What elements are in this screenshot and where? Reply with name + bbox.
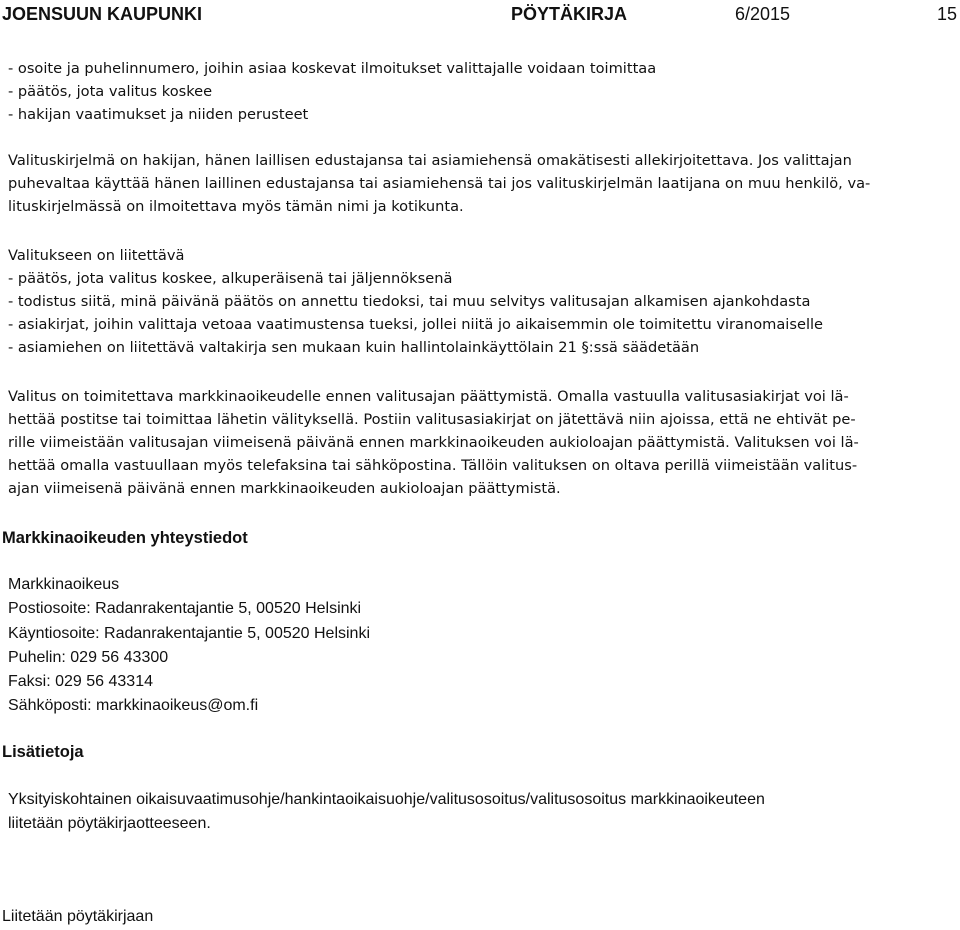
- list-item: - osoite ja puhelinnumero, joihin asiaa koskevat ilmoitukset valittajalle voidaan toimittaa: [8, 60, 657, 77]
- page-number: 15: [937, 4, 958, 24]
- email-address[interactable]: Sähköposti: markkinaoikeus@om.fi: [8, 697, 259, 715]
- signature-paragraph: [8, 149, 943, 218]
- list-item: - päätös, jota valitus koskee, alkuperäisenä tai jäljennöksenä: [8, 270, 453, 287]
- list-item: - hakijan vaatimukset ja niiden perusteet: [8, 106, 309, 123]
- fax-number: Faksi: 029 56 43314: [8, 673, 153, 691]
- court-contact-details: [8, 573, 370, 719]
- list-item: - todistus siitä, minä päivänä päätös on annettu tiedoksi, tai muu selvitys valitusajan alkamisen ajankohdasta: [8, 293, 811, 310]
- phone-number: Puhelin: 029 56 43300: [8, 648, 169, 666]
- document-type: PÖYTÄKIRJA: [511, 4, 628, 24]
- additional-info-text: [8, 788, 765, 837]
- paragraph-line: Valitus on toimitettava markkinaoikeudelle ennen valitusajan päättymistä. Omalla vastuulla valitusasiakirjat voi lä-: [8, 388, 849, 405]
- attachments-section: [8, 244, 943, 359]
- paragraph-line: lituskirjelmässä on ilmoitettava myös tämän nimi ja kotikunta.: [8, 198, 464, 215]
- visiting-address: Käyntiosoite: Radanrakentajantie 5, 00520 Helsinki: [8, 624, 371, 642]
- page-header: [0, 0, 960, 32]
- list-item: - asiakirjat, joihin valittaja vetoaa vaatimustensa tueksi, jollei niitä jo aikaisemmin ole toimitettu viranomaiselle: [8, 316, 824, 333]
- document-number: 6/2015: [735, 4, 791, 24]
- additional-info-heading: Lisätietoja: [2, 743, 84, 761]
- postal-address: Postiosoite: Radanrakentajantie 5, 00520 Helsinki: [8, 600, 362, 618]
- court-contact-heading: Markkinaoikeuden yhteystiedot: [2, 529, 248, 547]
- paragraph-line: rille viimeistään valitusajan viimeisenä päivänä ennen markkinaoikeuden aukioloajan päättymistä. Valituksen voi lä-: [8, 434, 859, 451]
- paragraph-line: liitetään pöytäkirjaotteeseen.: [8, 815, 211, 833]
- appeal-contents-list: [8, 57, 943, 126]
- paragraph-line: ajan viimeisenä päivänä ennen markkinaoikeuden aukioloajan päättymistä.: [8, 480, 561, 497]
- paragraph-line: hettää omalla vastuullaan myös telefaksina tai sähköpostina. Tällöin valituksen on oltava perillä viimeistään valitus-: [8, 457, 858, 474]
- delivery-paragraph: [8, 385, 943, 500]
- list-item: - päätös, jota valitus koskee: [8, 83, 213, 100]
- attached-to-minutes-note: Liitetään pöytäkirjaan: [2, 908, 154, 925]
- court-name: Markkinaoikeus: [8, 576, 120, 593]
- paragraph-line: puhevaltaa käyttää hänen laillinen edustajansa tai asiamiehensä tai jos valituskirjelmän laatijana on muu henkilö, va-: [8, 175, 871, 192]
- paragraph-line: Valituskirjelmä on hakijan, hänen laillisen edustajansa tai asiamiehensä omakätisesti allekirjoitettava. Jos valittajan: [8, 152, 852, 169]
- list-item: - asiamiehen on liitettävä valtakirja sen mukaan kuin hallintolainkäyttölain 21 §:ssä säädetään: [8, 339, 700, 356]
- organization-name: JOENSUUN KAUPUNKI: [2, 4, 203, 24]
- attachments-intro: Valitukseen on liitettävä: [8, 247, 185, 264]
- paragraph-line: Yksityiskohtainen oikaisuvaatimusohje/hankintaoikaisuohje/valitusosoitus/valitusosoitus markkinaoikeuteen: [8, 791, 765, 808]
- paragraph-line: hettää postitse tai toimittaa lähetin välityksellä. Postiin valitusasiakirjat on jätettävä niin ajoissa, että ne ehtivät pe-: [8, 411, 856, 428]
